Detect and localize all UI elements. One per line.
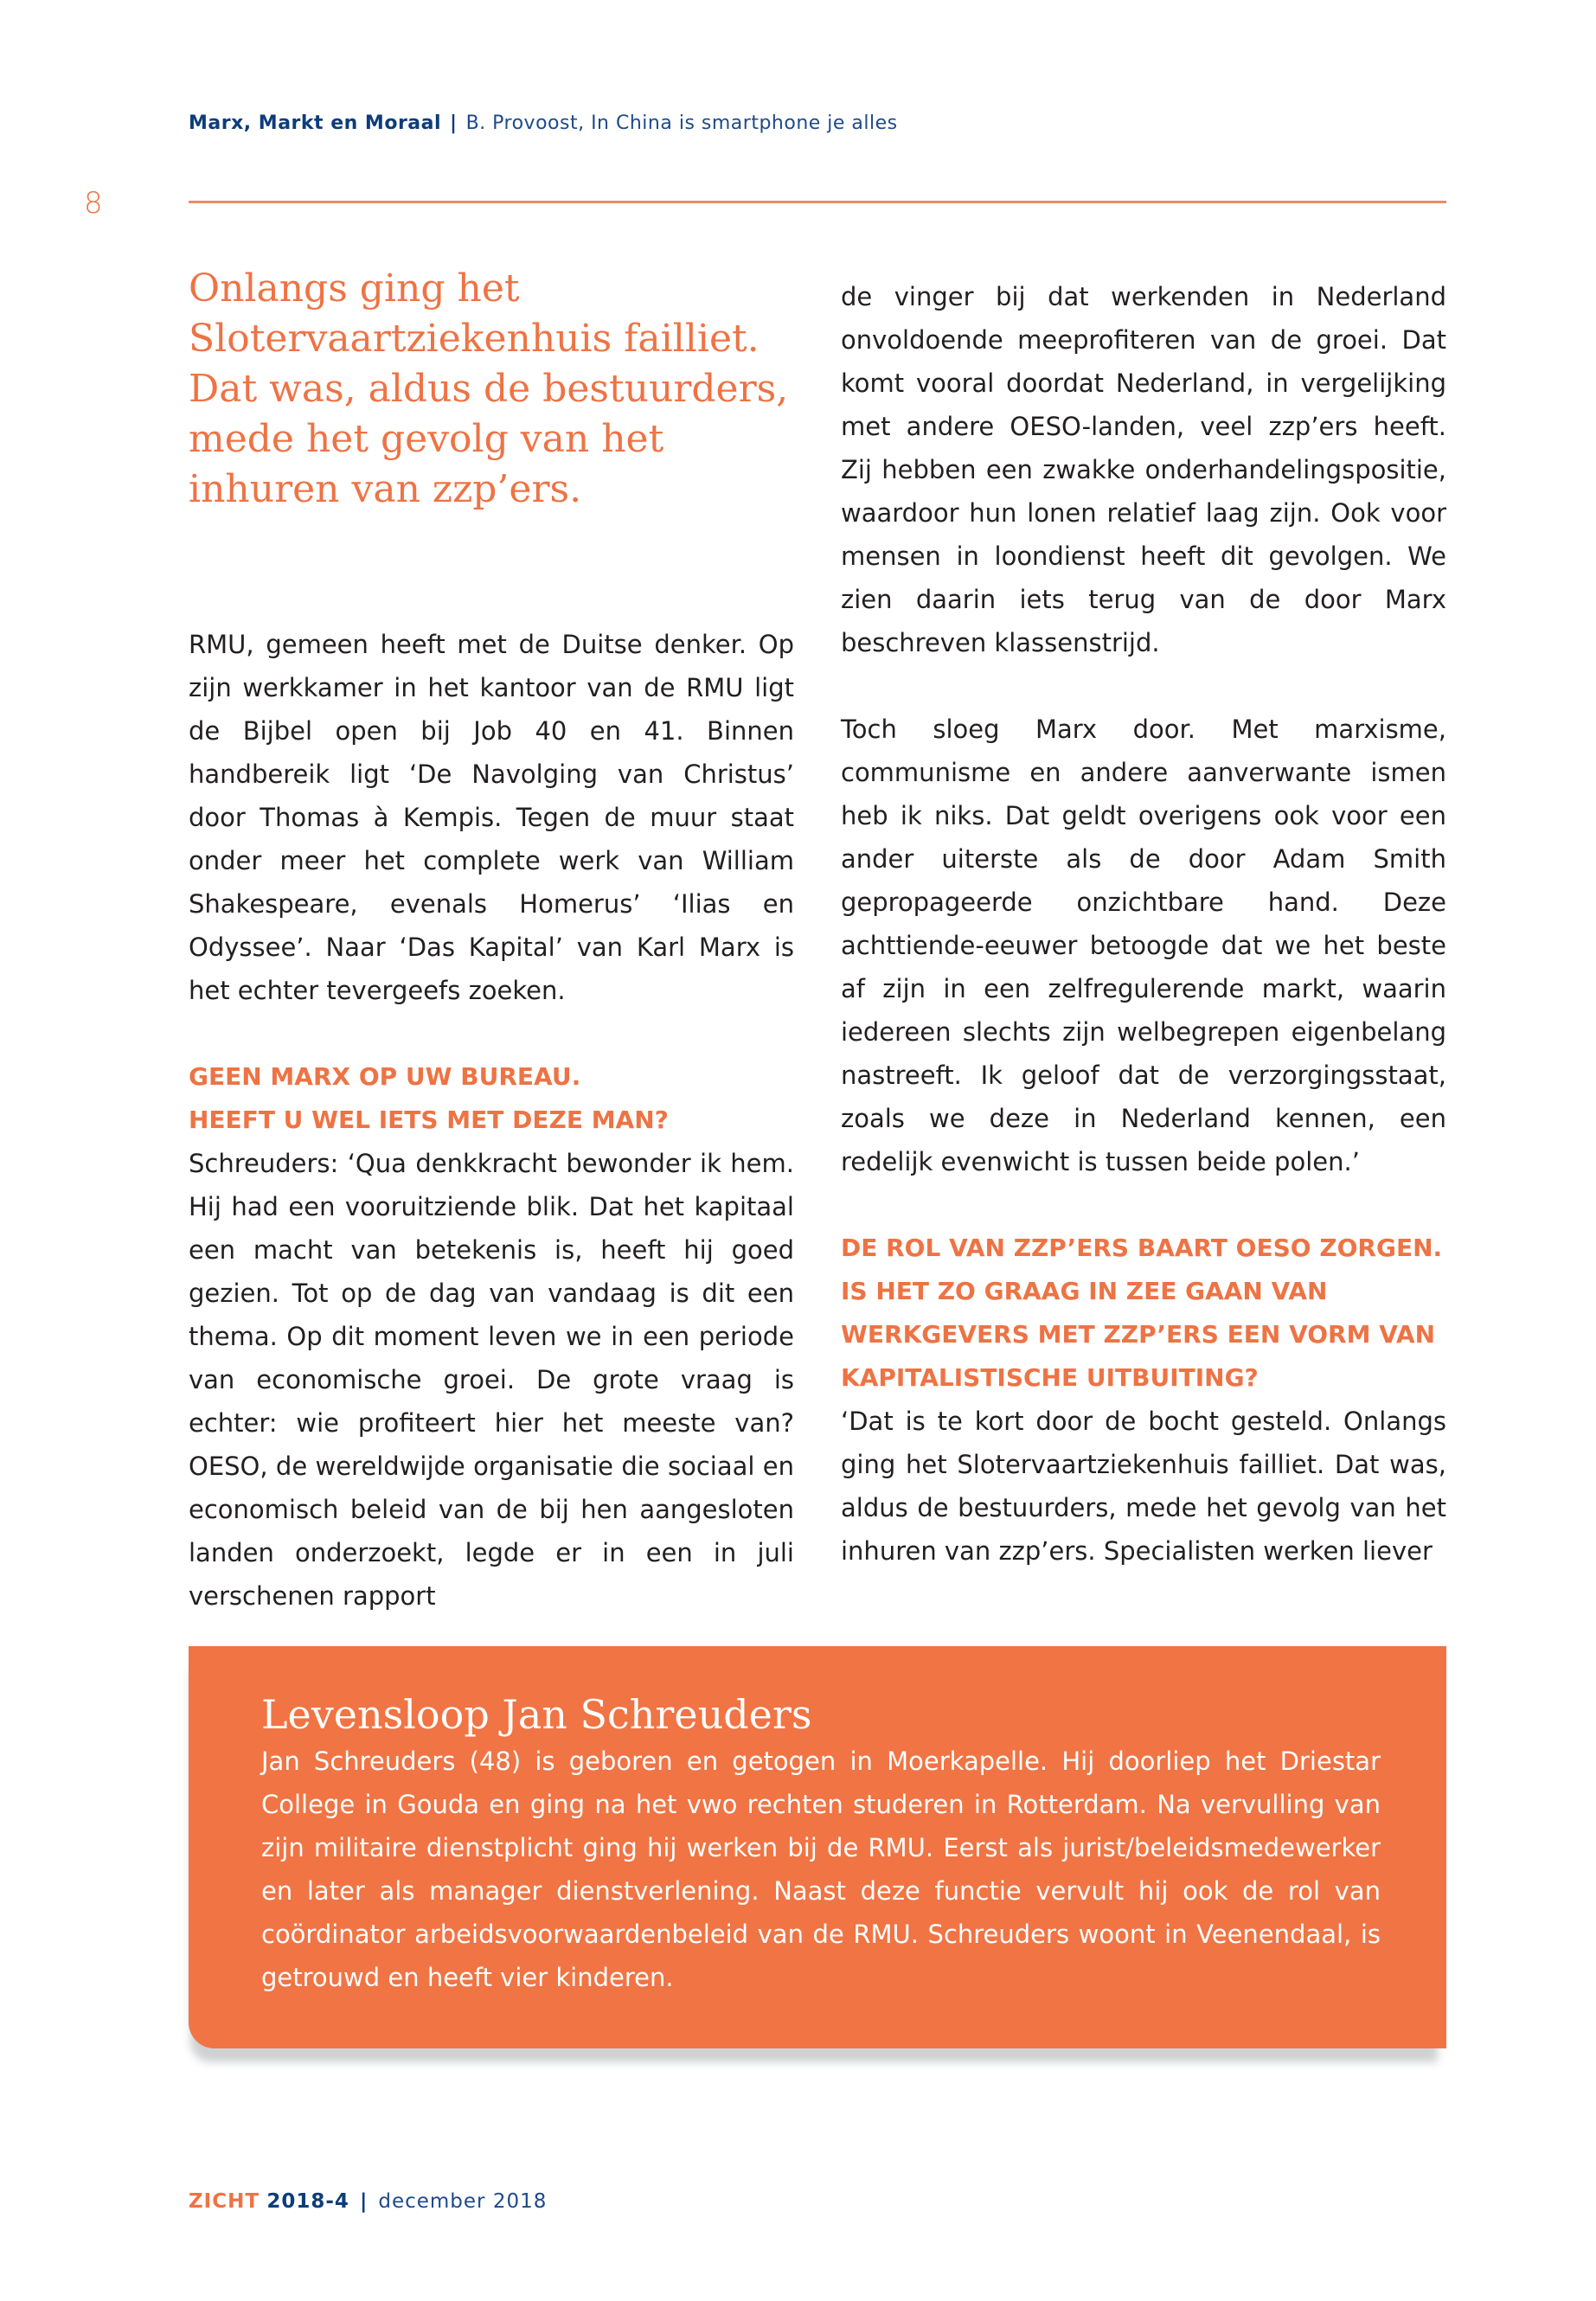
footer-separator: | <box>359 2190 369 2213</box>
question-heading: HEEFT U WEL IETS MET DEZE MAN? <box>189 1106 669 1134</box>
page-number: 8 <box>84 186 103 221</box>
right-column <box>841 275 1446 1616</box>
pull-quote: Onlangs ging het Slotervaartziekenhuis failliet. Dat was, aldus de bestuurders, mede het gevolg van het inhuren van zzp’ers. <box>189 266 789 511</box>
paragraph: de vinger bij dat werkenden in Nederland onvoldoende meeprofiteren van de groei. Dat komt vooral doordat Nederland, in vergelijking met andere OESO-landen, veel zzp’ers heeft. Zij hebben een zwakke onderhandelingspositie, waardoor hun lonen relatief laag zijn. Ook voor mensen in loondienst heeft dit gevolgen. We zien daarin iets terug van de door Marx beschreven klassenstrijd. <box>841 282 1446 657</box>
left-column <box>189 623 794 1661</box>
footer <box>189 2190 547 2213</box>
question-heading: GEEN MARX OP UW BUREAU. <box>189 1062 581 1091</box>
running-header <box>189 112 898 134</box>
paragraph: Schreuders: ‘Qua denkkracht bewonder ik hem. Hij had een vooruitziende blik. Dat het kapitaal een macht van betekenis is, heeft hij goed gezien. Tot op de dag van vandaag is dit een thema. Op dit moment leven we in een periode van economische groei. De grote vraag is echter: wie profiteert hier het meeste van? OESO, de wereldwijde organisatie die sociaal en economisch beleid van de bij hen aangesloten landen onderzoekt, legde er in een in juli verschenen rapport <box>189 1149 794 1611</box>
footer-date: december 2018 <box>378 2190 548 2213</box>
biography-title: Levensloop Jan Schreuders <box>261 1691 812 1738</box>
biography-box <box>189 1646 1446 2048</box>
paragraph: RMU, gemeen heeft met de Duitse denker. Op zijn werkkamer in het kantoor van de RMU ligt de Bijbel open bij Job 40 en 41. Binnen handbereik ligt ‘De Navolging van Christus’ door Thomas à Kempis. Tegen de muur staat onder meer het complete werk van William Shakespeare, evenals Homerus’ ‘Ilias en Odyssee’. Naar ‘Das Kapital’ van Karl Marx is het echter tevergeefs zoeken. <box>189 630 794 1005</box>
header-rule <box>189 201 1446 203</box>
header-separator: | <box>450 112 458 134</box>
footer-issue: 2018-4 <box>266 2190 349 2213</box>
biography-text: Jan Schreuders (48) is geboren en getogen in Moerkapelle. Hij doorliep het Driestar College in Gouda en ging na het vwo rechten studeren in Rotterdam. Na vervulling van zijn militaire dienstplicht ging hij werken bij de RMU. Eerst als jurist/beleidsmedewerker en later als manager dienstverlening. Naast deze functie vervult hij ook de rol van coördinator arbeidsvoorwaardenbeleid van de RMU. Schreuders woont in Veenendaal, is getrouwd en heeft vier kinderen. <box>261 1747 1381 1992</box>
paragraph: ‘Dat is te kort door de bocht gesteld. Onlangs ging het Slotervaartziekenhuis failliet. Dat was, aldus de bestuurders, mede het gevolg van het inhuren van zzp’ers. Specialisten werken liever <box>841 1407 1446 1566</box>
footer-magazine: ZICHT <box>189 2190 260 2213</box>
header-section: Marx, Markt en Moraal <box>189 112 442 134</box>
question-heading: DE ROL VAN ZZP’ERS BAART OESO ZORGEN. IS HET ZO GRAAG IN ZEE GAAN VAN WERKGEVERS MET ZZP’ERS EEN VORM VAN KAPITALISTISCHE UITBUITING? <box>841 1234 1443 1392</box>
paragraph: Toch sloeg Marx door. Met marxisme, communisme en andere aanverwante ismen heb ik niks. Dat geldt overigens ook voor een ander uiterste als de door Adam Smith gepropageerde onzichtbare hand. Deze achttiende-eeuwer betoogde dat we het beste af zijn in een zelfregulerende markt, waarin iedereen slechts zijn welbegrepen eigenbelang nastreeft. Ik geloof dat de verzorgingsstaat, zoals we deze in Nederland kennen, een redelijk evenwicht is tussen beide polen.’ <box>841 715 1446 1176</box>
header-subtitle: B. Provoost, In China is smartphone je alles <box>465 112 898 134</box>
